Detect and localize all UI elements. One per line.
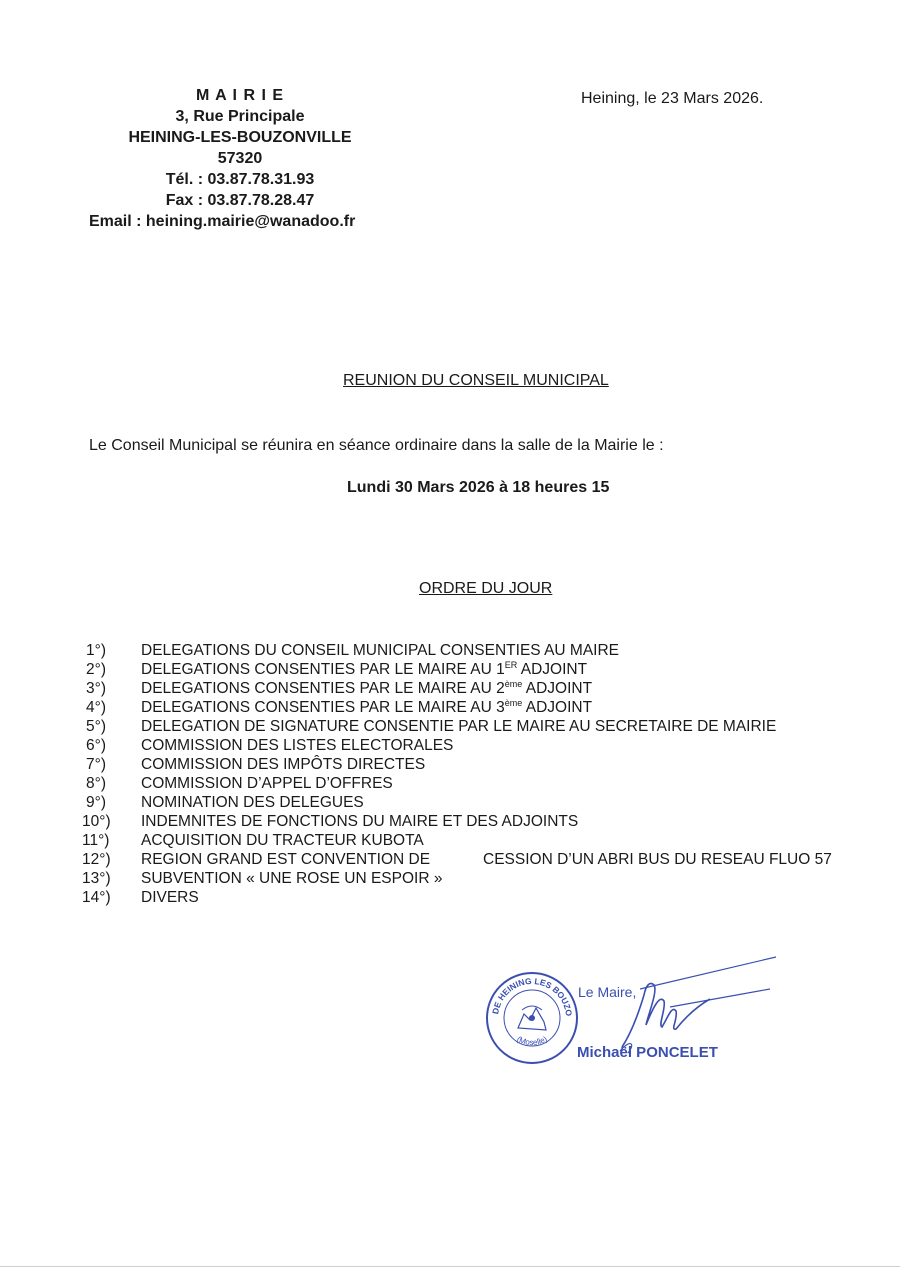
superscript: ème: [504, 698, 523, 708]
item-number: 2°): [86, 661, 106, 678]
item-text: SUBVENTION « UNE ROSE UN ESPOIR »: [141, 870, 443, 887]
item-text: NOMINATION DES DELEGUES: [141, 794, 364, 811]
stamp-top-text: DE HEINING LES BOUZO: [490, 975, 575, 1017]
address-line: 3, Rue Principale: [175, 108, 305, 125]
fax-line: Fax : 03.87.78.28.47: [165, 192, 315, 209]
item-text: DELEGATIONS CONSENTIES PAR LE MAIRE AU 2ème ADJOINT: [141, 679, 593, 697]
item-number: 7°): [86, 756, 106, 773]
svg-text:MAIRIE DE HEINING LES BOUZONVI: [484, 970, 574, 1017]
mairie-heading: M A I R I E: [195, 87, 285, 104]
postcode-line: 57320: [217, 150, 263, 167]
item-number: 1°): [86, 642, 106, 659]
page-bottom-divider: [0, 1266, 900, 1267]
email-line: Email : heining.mairie@wanadoo.fr: [89, 213, 356, 230]
item-text: DELEGATIONS CONSENTIES PAR LE MAIRE AU 1ER ADJOINT: [141, 660, 588, 678]
item-number: 14°): [82, 889, 111, 906]
svg-text:(Moselle): [515, 1034, 549, 1047]
agenda-title: ORDRE DU JOUR: [419, 580, 553, 597]
item-number: 13°): [82, 870, 111, 887]
superscript: ème: [504, 679, 523, 689]
item-number: 10°): [82, 813, 111, 830]
meeting-datetime: Lundi 30 Mars 2026 à 18 heures 15: [347, 479, 610, 496]
signature-role: Le Maire,: [578, 984, 637, 1000]
intro-text: Le Conseil Municipal se réunira en séance ordinaire dans la salle de la Mairie le :: [89, 437, 664, 454]
item-number: 9°): [86, 794, 106, 811]
item-number: 12°): [82, 851, 111, 868]
item-text: DIVERS: [141, 889, 199, 906]
signatory-name: Michaël PONCELET: [577, 1044, 718, 1061]
tel-line: Tél. : 03.87.78.31.93: [165, 171, 315, 188]
item-text: DELEGATIONS DU CONSEIL MUNICIPAL CONSENTIES AU MAIRE: [141, 642, 620, 659]
item-text: DELEGATION DE SIGNATURE CONSENTIE PAR LE MAIRE AU SECRETAIRE DE MAIRIE: [141, 718, 777, 735]
superscript: ER: [504, 660, 518, 670]
stamp-seal-icon: [484, 970, 580, 1066]
item-text-continued: CESSION D’UN ABRI BUS DU RESEAU FLUO 57: [483, 851, 832, 868]
item-number: 6°): [86, 737, 106, 754]
item-text: DELEGATIONS CONSENTIES PAR LE MAIRE AU 3ème ADJOINT: [141, 698, 593, 716]
item-text: REGION GRAND EST CONVENTION DE: [141, 851, 431, 868]
item-text: COMMISSION DES IMPÔTS DIRECTES: [141, 756, 426, 773]
item-text: INDEMNITES DE FONCTIONS DU MAIRE ET DES ADJOINTS: [141, 813, 579, 830]
item-text: COMMISSION DES LISTES ELECTORALES: [141, 737, 454, 754]
item-text: ACQUISITION DU TRACTEUR KUBOTA: [141, 832, 424, 849]
item-number: 4°): [86, 699, 106, 716]
town-line: HEINING-LES-BOUZONVILLE: [128, 129, 352, 146]
meeting-title: REUNION DU CONSEIL MUNICIPAL: [343, 372, 609, 389]
item-text: COMMISSION D’APPEL D’OFFRES: [141, 775, 393, 792]
date-line: Heining, le 23 Mars 2026.: [581, 90, 764, 107]
item-number: 5°): [86, 718, 106, 735]
item-number: 8°): [86, 775, 106, 792]
item-number: 3°): [86, 680, 106, 697]
item-number: 11°): [82, 832, 110, 849]
official-stamp: [484, 970, 580, 1066]
stamp-bottom-text: (Moselle): [515, 1034, 549, 1048]
